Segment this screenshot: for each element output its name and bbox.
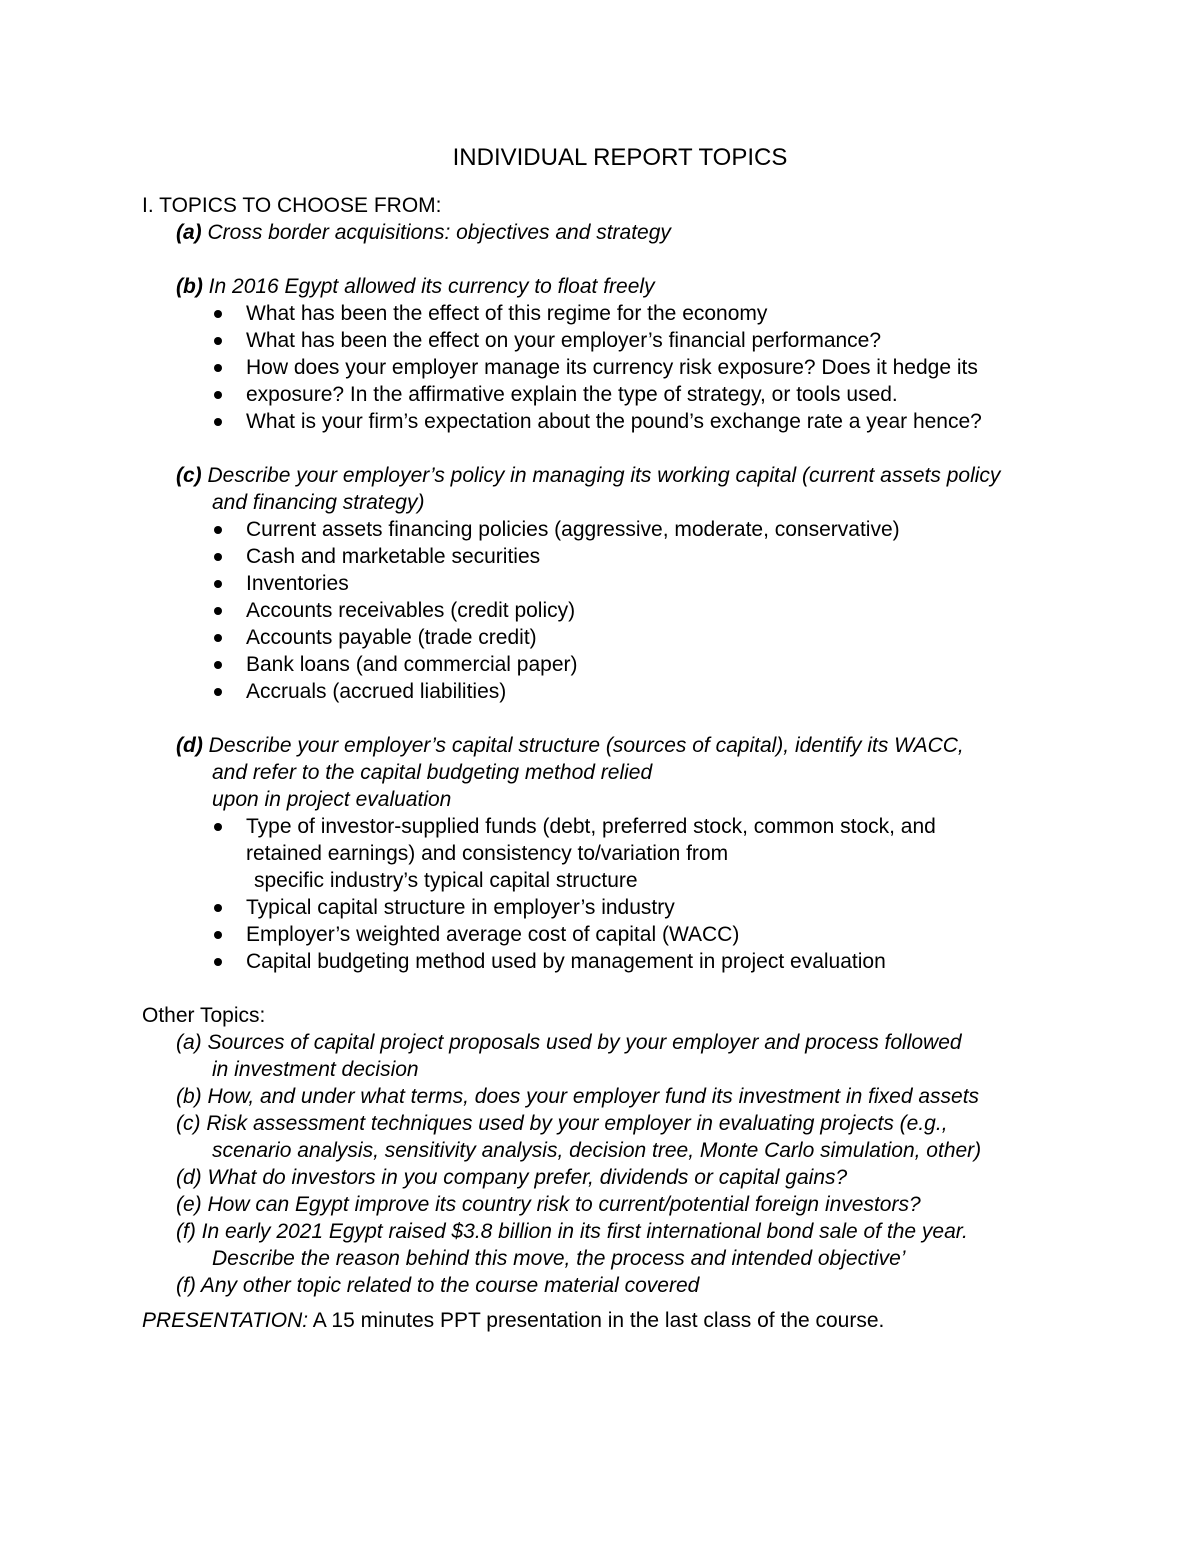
bullet-icon [214,607,222,615]
bullet-icon [214,337,222,345]
other-topic-c: (c) Risk assessment techniques used by your employer in evaluating projects (e.g., [176,1112,948,1135]
other-topic-b: (b) How, and under what terms, does your employer fund its investment in fixed assets [176,1085,980,1108]
list-item [142,408,1142,435]
other-topic-c-continuation: scenario analysis, sensitivity analysis, decision tree, Monte Carlo simulation, other) [212,1139,982,1162]
list-item-text: Typical capital structure in employer’s industry [246,896,675,919]
topic-d-label: (d) [176,734,203,757]
topic-d-text: Describe your employer’s capital structure (sources of capital), identify its WACC, [202,734,964,757]
topic-b [176,273,1142,300]
topic-d-continuation-2: upon in project evaluation [212,788,452,811]
list-item-text: Inventories [246,572,349,595]
topic-c-bullets [142,516,1142,705]
other-topic-f2: (f) Any other topic related to the course material covered [176,1274,700,1297]
list-item-text: Current assets financing policies (aggressive, moderate, conservative) [246,518,900,541]
presentation-note [142,1307,1142,1334]
list-item-text: exposure? In the affirmative explain the type of strategy, or tools used. [246,383,898,406]
other-topic-e: (e) How can Egypt improve its country risk to current/potential foreign investors? [176,1193,921,1216]
bullet-icon [214,364,222,372]
bullet-icon [214,823,222,831]
document-body [142,192,1142,1334]
bullet-icon [214,418,222,426]
other-topic-f: (f) In early 2021 Egypt raised $3.8 billion in its first international bond sale of the year. [176,1220,968,1243]
list-item-text: Accounts receivables (credit policy) [246,599,576,622]
topic-a-label: (a) [176,221,202,244]
list-item [142,597,1142,624]
bullet-icon [214,904,222,912]
bullet-icon [214,391,222,399]
topic-b-bullets [142,300,1142,435]
topic-d [176,732,1142,759]
list-item-text: What has been the effect on your employer’s financial performance? [246,329,882,352]
topic-c-text: Describe your employer’s policy in managing its working capital (current assets policy [201,464,1001,487]
topic-d-bullet-continuation-1: retained earnings) and consistency to/variation from [246,842,729,865]
list-item-text: Accruals (accrued liabilities) [246,680,507,703]
other-topic-d: (d) What do investors in you company prefer, dividends or capital gains? [176,1166,848,1189]
page-title: INDIVIDUAL REPORT TOPICS [452,144,788,171]
list-item-text: How does your employer manage its currency risk exposure? Does it hedge its [246,356,978,379]
bullet-icon [214,580,222,588]
other-topics-heading: Other Topics: [142,1004,266,1027]
section-heading: I. TOPICS TO CHOOSE FROM: [142,194,442,217]
topic-d-bullets-rest [142,894,1142,975]
list-item [142,543,1142,570]
list-item-text: Bank loans (and commercial paper) [246,653,578,676]
list-item [142,948,1142,975]
bullet-icon [214,688,222,696]
topic-b-text: In 2016 Egypt allowed its currency to float freely [202,275,655,298]
bullet-icon [214,310,222,318]
other-topic-a-continuation: in investment decision [212,1058,419,1081]
list-item [142,921,1142,948]
bullet-icon [214,526,222,534]
list-item [142,570,1142,597]
topic-d-continuation-1: and refer to the capital budgeting method relied [212,761,653,784]
bullet-icon [214,958,222,966]
bullet-icon [214,931,222,939]
list-item-text: Cash and marketable securities [246,545,541,568]
other-topic-a: (a) Sources of capital project proposals used by your employer and process followed [176,1031,962,1054]
list-item [142,327,1142,354]
list-item [142,894,1142,921]
list-item-text: Type of investor-supplied funds (debt, preferred stock, common stock, and [246,815,936,838]
topic-b-label: (b) [176,275,203,298]
topic-a [176,219,1142,246]
list-item-text: What is your firm’s expectation about the pound’s exchange rate a year hence? [246,410,982,433]
bullet-icon [214,634,222,642]
presentation-text: A 15 minutes PPT presentation in the last class of the course. [308,1309,885,1332]
list-item [142,381,1142,408]
list-item [142,354,1142,381]
presentation-label: PRESENTATION: [142,1309,309,1332]
topic-c-continuation: and financing strategy) [212,491,425,514]
list-item-text: Accounts payable (trade credit) [246,626,537,649]
topic-d-bullet-continuation-2: specific industry’s typical capital structure [254,869,638,892]
bullet-icon [214,553,222,561]
list-item [142,813,1142,840]
list-item-text: Employer’s weighted average cost of capital (WACC) [246,923,740,946]
list-item-text: What has been the effect of this regime for the economy [246,302,768,325]
list-item-text: Capital budgeting method used by management in project evaluation [246,950,886,973]
topic-c [176,462,1142,489]
topic-c-label: (c) [176,464,202,487]
other-topic-f-continuation: Describe the reason behind this move, the process and intended objective’ [212,1247,906,1270]
list-item [142,624,1142,651]
list-item [142,678,1142,705]
topic-a-text: Cross border acquisitions: objectives and strategy [201,221,671,244]
list-item [142,651,1142,678]
topic-d-bullets [142,813,1142,840]
list-item [142,516,1142,543]
list-item [142,300,1142,327]
bullet-icon [214,661,222,669]
